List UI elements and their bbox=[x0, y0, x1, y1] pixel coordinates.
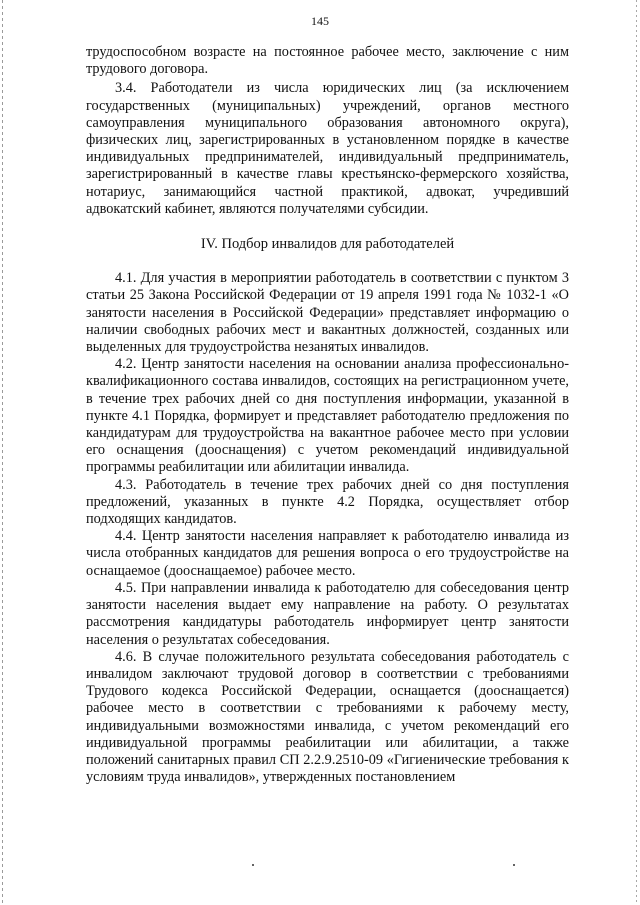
paragraph-4-1: 4.1. Для участия в мероприятии работодатель в соответствии с пунктом 3 статьи 25 Закона Российской Федерации от 19 апреля 1991 года № 1032-1 «О занятости населения в Российской Федерации» представляет информацию о наличии свободных рабочих мест и вакантных должностей, созданных или выделенных для трудоустройства незанятых инвалидов. bbox=[86, 270, 569, 356]
paragraph-continuation: трудоспособном возрасте на постоянное рабочее место, заключение с ним трудового договора. bbox=[86, 44, 569, 78]
section-title: IV. Подбор инвалидов для работодателей bbox=[200, 236, 455, 253]
paragraph-4-5: 4.5. При направлении инвалида к работодателю для собеседования центр занятости населения выдает ему направление на работу. О результатах рассмотрения кандидатуры работодатель информирует центр занятости населения о результатах собеседования. bbox=[86, 579, 569, 648]
paragraph-4-3: 4.3. Работодатель в течение трех рабочих дней со дня поступления предложений, указанных в пункте 4.2 Порядка, осуществляет отбор подходящих кандидатов. bbox=[86, 476, 569, 528]
scan-edge-left bbox=[2, 0, 3, 905]
paragraph-4-4: 4.4. Центр занятости населения направляет к работодателю инвалида из числа отобранных кандидатов для решения вопроса о его трудоустройстве на оснащаемое (дооснащаемое) рабочее место. bbox=[86, 528, 569, 579]
scan-speck bbox=[513, 864, 515, 866]
paragraph-4-2: 4.2. Центр занятости населения на основании анализа профессионально-квалификационного состава инвалидов, состоящих на регистрационном учете, в течение трех рабочих дней со дня поступления информации, указанной в пункте 4.1 Порядка, формирует и представляет работодателю предложения по кандидатурам для трудоустройства на вакантное рабочее место при условии его оснащения (дооснащения) с учетом рекомендаций индивидуальной программы реабилитации или абилитации инвалида. bbox=[86, 356, 569, 476]
paragraph-3-4: 3.4. Работодатели из числа юридических лиц (за исключением государственных (муниципальных) учреждений, органов местного самоуправления муниципального образования автономного округа), физических лиц, зарегистрированных в установленном порядке в качестве индивидуальных предпринимателей, индивидуальный предприниматель, зарегистрированный в качестве главы крестьянско-фермерского хозяйства, нотариус, занимающийся частной практикой, адвокат, учредивший адвокатский кабинет, являются получателями субсидии. bbox=[86, 80, 569, 217]
scan-speck bbox=[252, 864, 254, 866]
document-body bbox=[86, 44, 569, 786]
page-number: 145 bbox=[311, 14, 329, 28]
paragraph-4-6: 4.6. В случае положительного результата собеседования работодатель с инвалидом заключают трудовой договор в соответствии с требованиями Трудового кодекса Российской Федерации, оснащается (дооснащается) рабочее место в соответствии с требованиями к рабочему месту, индивидуальными возможностями инвалида, с учетом рекомендаций его индивидуальной программы реабилитации или абилитации, а также положений санитарных правил СП 2.2.9.2510-09 «Гигиенические требования к условиям труда инвалидов», утвержденных постановлением bbox=[86, 648, 569, 786]
scan-edge-right bbox=[636, 0, 637, 905]
